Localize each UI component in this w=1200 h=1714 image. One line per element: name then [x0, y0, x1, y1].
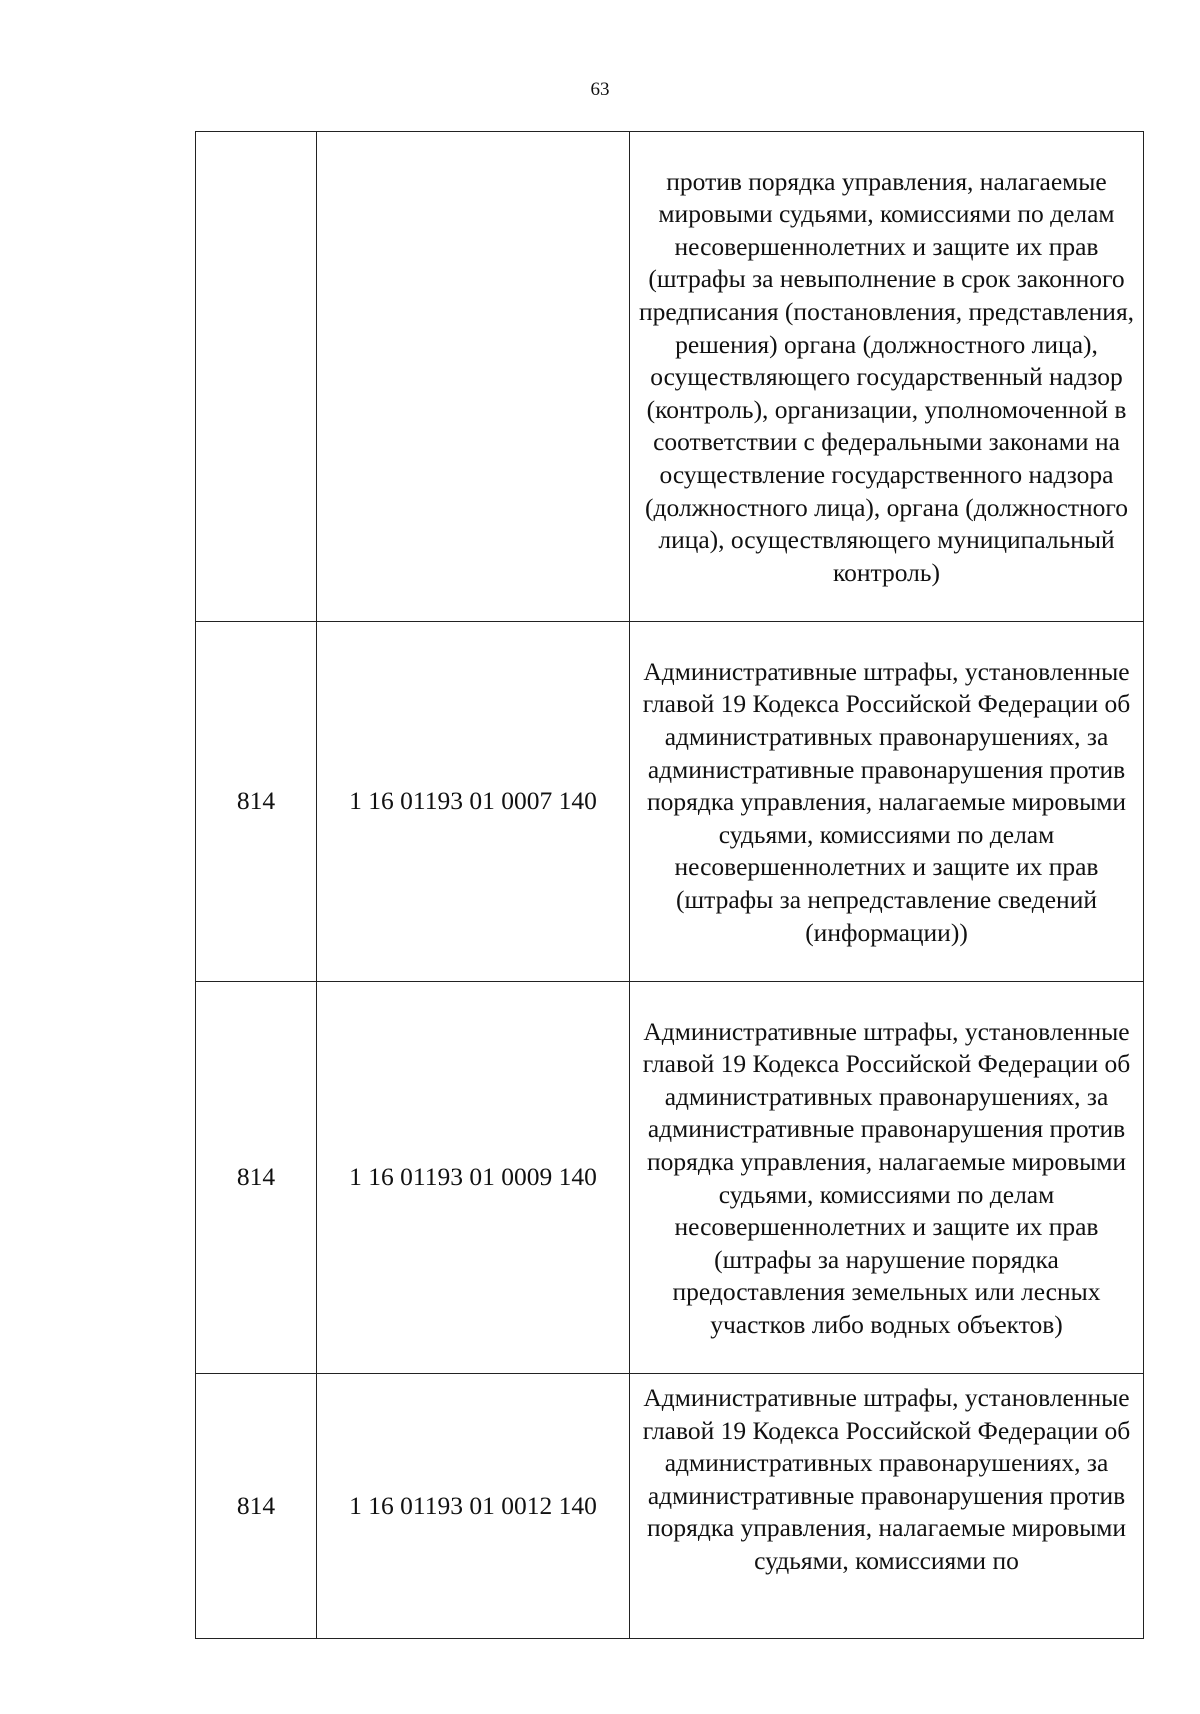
description-text: Административные штрафы, установленные главой 19 Кодекса Российской Федерации об административных правонарушениях, за административные правонарушения против порядка управления, налагаемые мировыми судьями, комиссиями по делам несовершеннолетних и защите их прав (штрафы за нарушение порядка предоставления земельных или лесных участков либо водных объектов): [642, 1016, 1131, 1339]
page-number: 63: [590, 79, 610, 100]
kbk-code-cell: 1 16 01193 01 0009 140: [317, 982, 630, 1374]
admin-code-cell: 814: [196, 982, 317, 1374]
admin-code-cell: 814: [196, 1374, 317, 1639]
description-cell: [630, 622, 1144, 982]
kbk-code-cell: [317, 132, 630, 622]
kbk-code-cell: 1 16 01193 01 0007 140: [317, 622, 630, 982]
table-row: [196, 982, 1144, 1374]
admin-code-cell: 814: [196, 622, 317, 982]
description-text: против порядка управления, налагаемые мировыми судьями, комиссиями по делам несовершеннолетних и защите их прав (штрафы за невыполнение в срок законного предписания (постановления, представления, решения) органа (должностного лица), осуществляющего государственный надзор (контроль), организации, уполномоченной в соответствии с федеральными законами на осуществление государственного надзора (должностного лица), органа (должностного лица), осуществляющего муниципальный контроль): [638, 166, 1135, 587]
table-row: [196, 1374, 1144, 1639]
description-cell: [630, 982, 1144, 1374]
description-cell: [630, 1374, 1144, 1639]
admin-code-cell: [196, 132, 317, 622]
description-cell: [630, 132, 1144, 622]
kbk-code-cell: 1 16 01193 01 0012 140: [317, 1374, 630, 1639]
table-row: [196, 132, 1144, 622]
description-text: Административные штрафы, установленные главой 19 Кодекса Российской Федерации об административных правонарушениях, за административные правонарушения против порядка управления, налагаемые мировыми судьями, комиссиями по делам несовершеннолетних и защите их прав (штрафы за непредставление сведений (информации)): [642, 656, 1131, 947]
description-text: Административные штрафы, установленные главой 19 Кодекса Российской Федерации об административных правонарушениях, за административные правонарушения против порядка управления, налагаемые мировыми судьями, комиссиями по: [642, 1383, 1131, 1575]
table-row: [196, 622, 1144, 982]
revenue-codes-table: [195, 131, 1144, 1639]
